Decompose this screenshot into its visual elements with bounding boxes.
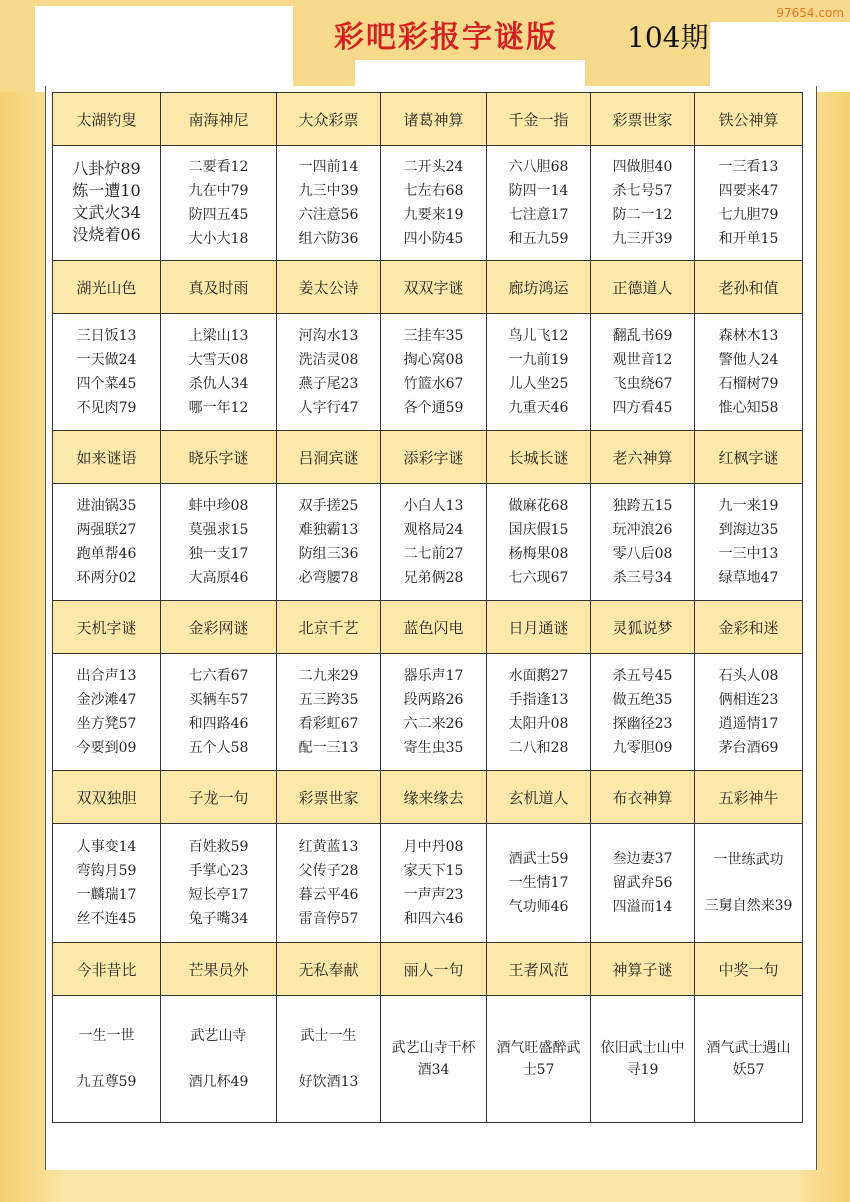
prediction-line: 组六防36 [298,231,359,247]
prediction-cell [695,996,803,1123]
prediction-line: 兔子嘴34 [188,911,249,927]
prediction-line: 杨梅果08 [508,546,569,562]
column-header: 彩票世家 [591,93,695,146]
header-blank-area [35,6,293,92]
prediction-line: 没烧着06 [72,225,141,244]
prediction-line: 六注意56 [298,207,359,223]
column-header: 彩票世家 [277,771,381,824]
header-row [53,93,803,146]
prediction-line: 做麻花68 [508,498,569,514]
header-row [53,261,803,314]
prediction-line: 雷音停57 [298,911,359,927]
prediction-line: 今要到09 [76,740,137,756]
prediction-line: 人事变14 [76,839,137,855]
column-header: 真及时雨 [161,261,277,314]
prediction-cell [381,314,487,431]
prediction-cell [695,824,803,943]
prediction-line: 一四前14 [298,159,359,175]
prediction-line: 难独霸13 [298,522,359,538]
prediction-line: 一世练武功 [713,852,784,868]
column-header: 诸葛神算 [381,93,487,146]
prediction-line: 四个菜45 [76,376,137,392]
prediction-line: 月中丹08 [403,839,464,855]
prediction-line: 和五九59 [508,231,569,247]
prediction-line: 武士一生 [300,1028,357,1044]
column-header: 老六神算 [591,431,695,484]
prediction-line: 四溢而14 [612,899,673,915]
prediction-line: 出合声13 [76,668,137,684]
prediction-line: 酒武士59 [508,851,569,867]
column-header: 长城长谜 [487,431,591,484]
prediction-line: 防二一12 [612,207,673,223]
prediction-line: 观世音12 [612,352,673,368]
prediction-line: 二开头24 [403,159,464,175]
header-row [53,601,803,654]
prediction-line: 六八胆68 [508,159,569,175]
prediction-cell [695,654,803,771]
prediction-line: 好饮酒13 [298,1074,359,1090]
prediction-line: 二九来29 [298,668,359,684]
column-header: 缘来缘去 [381,771,487,824]
prediction-line: 独跨五15 [612,498,673,514]
prediction-line: 一生情17 [508,875,569,891]
column-header: 五彩神牛 [695,771,803,824]
prediction-line: 石头人08 [718,668,779,684]
prediction-line: 观格局24 [403,522,464,538]
prediction-cell [161,146,277,261]
prediction-line: 坐方凳57 [76,716,137,732]
column-header: 双双独胆 [53,771,161,824]
prediction-line: 四做胆40 [612,159,673,175]
prediction-sentence: 酒气旺盛醉武士57 [496,1039,581,1078]
header-row [53,771,803,824]
prediction-line: 一三看13 [718,159,779,175]
prediction-line: 九零胆09 [612,740,673,756]
prediction-line: 一天做24 [76,352,137,368]
prediction-cell [487,146,591,261]
prediction-line: 七九胆79 [718,207,779,223]
data-row [53,824,803,943]
line-gap [277,1048,380,1070]
puzzle-table [52,92,803,1123]
prediction-line: 三舅自然来39 [704,898,793,914]
prediction-line: 短长亭17 [188,887,249,903]
prediction-cell [695,146,803,261]
column-header: 双双字谜 [381,261,487,314]
line-gap [695,872,802,894]
column-header: 子龙一句 [161,771,277,824]
prediction-cell [53,824,161,943]
column-header: 姜太公诗 [277,261,381,314]
prediction-line: 留武弁56 [612,875,673,891]
prediction-line: 水面鹅27 [508,668,569,684]
prediction-cell [591,654,695,771]
prediction-line: 手指逢13 [508,692,569,708]
prediction-line: 惟心知58 [718,400,779,416]
prediction-cell [161,484,277,601]
header-blank-corner [710,22,850,92]
prediction-line: 逍遥情17 [718,716,779,732]
column-header: 晓乐字谜 [161,431,277,484]
prediction-line: 环两分02 [76,570,137,586]
prediction-cell [161,654,277,771]
prediction-line: 九要来19 [403,207,464,223]
prediction-line: 和四路46 [188,716,249,732]
prediction-cell [53,996,161,1123]
prediction-line: 三挂车35 [403,328,464,344]
prediction-cell [277,654,381,771]
prediction-line: 防四五45 [188,207,249,223]
prediction-line: 杀三号34 [612,570,673,586]
prediction-line: 红黄蓝13 [298,839,359,855]
prediction-line: 文武火34 [72,203,141,222]
prediction-line: 燕子尾23 [298,376,359,392]
prediction-cell [277,146,381,261]
column-header: 蓝色闪电 [381,601,487,654]
prediction-line: 四要来47 [718,183,779,199]
column-header: 廊坊鸿运 [487,261,591,314]
prediction-line: 武艺山寺 [190,1028,247,1044]
prediction-cell [277,996,381,1123]
prediction-line: 一三中13 [718,546,779,562]
column-header: 千金一指 [487,93,591,146]
prediction-line: 上梁山13 [188,328,249,344]
column-header: 今非昔比 [53,943,161,996]
prediction-cell [695,484,803,601]
column-header: 湖光山色 [53,261,161,314]
prediction-line: 两强联27 [76,522,137,538]
prediction-line: 一声声23 [403,887,464,903]
prediction-line: 六二来26 [403,716,464,732]
column-header: 铁公神算 [695,93,803,146]
prediction-cell [591,146,695,261]
prediction-line: 茅台酒69 [718,740,779,756]
prediction-cell [381,996,487,1123]
prediction-cell [161,824,277,943]
data-row [53,996,803,1123]
prediction-line: 器乐声17 [403,668,464,684]
prediction-line: 杀五号45 [612,668,673,684]
prediction-line: 七六看67 [188,668,249,684]
prediction-sentence: 武艺山寺干杯酒34 [391,1039,476,1078]
column-header: 太湖钓叟 [53,93,161,146]
prediction-line: 大小大18 [188,231,249,247]
prediction-line: 绿草地47 [718,570,779,586]
prediction-line: 飞虫绕67 [612,376,673,392]
prediction-line: 寄生虫35 [403,740,464,756]
column-header: 正德道人 [591,261,695,314]
prediction-line: 必弯腰78 [298,570,359,586]
prediction-line: 蚌中珍08 [188,498,249,514]
prediction-line: 做五绝35 [612,692,673,708]
prediction-line: 配一三13 [298,740,359,756]
column-header: 玄机道人 [487,771,591,824]
prediction-line: 石榴树79 [718,376,779,392]
prediction-line: 翻乱书69 [612,328,673,344]
prediction-cell [591,484,695,601]
prediction-cell [381,146,487,261]
prediction-line: 父传子28 [298,863,359,879]
prediction-line: 河沟水13 [298,328,359,344]
prediction-cell [381,654,487,771]
column-header: 老孙和值 [695,261,803,314]
prediction-line: 太阳升08 [508,716,569,732]
column-header: 南海神尼 [161,93,277,146]
prediction-line: 探幽径23 [612,716,673,732]
column-header: 金彩和迷 [695,601,803,654]
prediction-line: 杀七号57 [612,183,673,199]
prediction-line: 大雪天08 [188,352,249,368]
prediction-line: 一九前19 [508,352,569,368]
prediction-cell [381,484,487,601]
prediction-cell [161,314,277,431]
line-gap [161,1048,276,1070]
prediction-line: 莫强求15 [188,522,249,538]
prediction-line: 哪一年12 [188,400,249,416]
prediction-block [72,158,140,246]
prediction-line: 掏心窝08 [403,352,464,368]
prediction-line: 五三跨35 [298,692,359,708]
column-header: 天机字谜 [53,601,161,654]
line-gap [53,1048,160,1070]
prediction-line: 防四一14 [508,183,569,199]
prediction-line: 洗洁灵08 [298,352,359,368]
prediction-line: 丝不连45 [76,911,137,927]
prediction-cell [487,824,591,943]
prediction-cell [487,996,591,1123]
prediction-line: 二要看12 [188,159,249,175]
prediction-line: 七左右68 [403,183,464,199]
prediction-cell [277,484,381,601]
prediction-line: 双手搓25 [298,498,359,514]
prediction-line: 鸟儿飞12 [508,328,569,344]
data-row [53,654,803,771]
prediction-line: 七注意17 [508,207,569,223]
prediction-line: 森林木13 [718,328,779,344]
prediction-line: 防组三36 [298,546,359,562]
prediction-line: 兄弟俩28 [403,570,464,586]
prediction-line: 俩相连23 [718,692,779,708]
prediction-line: 二七前27 [403,546,464,562]
prediction-line: 叁边妻37 [612,851,673,867]
header-row [53,431,803,484]
prediction-line: 看彩虹67 [298,716,359,732]
column-header: 金彩网谜 [161,601,277,654]
prediction-line: 到海边35 [718,522,779,538]
data-row [53,314,803,431]
prediction-cell [487,654,591,771]
prediction-cell [695,314,803,431]
column-header: 王者风范 [487,943,591,996]
column-header: 如来谜语 [53,431,161,484]
prediction-cell [53,314,161,431]
prediction-line: 金沙滩47 [76,692,137,708]
column-header: 添彩字谜 [381,431,487,484]
prediction-line: 零八后08 [612,546,673,562]
prediction-line: 弯钩月59 [76,863,137,879]
issue-number: 104期 [627,21,709,54]
column-header: 日月通谜 [487,601,591,654]
prediction-line: 独一支17 [188,546,249,562]
column-header: 大众彩票 [277,93,381,146]
prediction-line: 杀仇人34 [188,376,249,392]
prediction-cell [161,996,277,1123]
prediction-line: 手掌心23 [188,863,249,879]
prediction-sentence: 依旧武士山中寻19 [600,1039,685,1078]
prediction-line: 九一来19 [718,498,779,514]
prediction-line: 段两路26 [403,692,464,708]
column-header: 布衣神算 [591,771,695,824]
prediction-line: 人字行47 [298,400,359,416]
prediction-line: 气功师46 [508,899,569,915]
prediction-cell [591,996,695,1123]
prediction-line: 九在中79 [188,183,249,199]
column-header: 丽人一句 [381,943,487,996]
prediction-line: 三日饭13 [76,328,137,344]
site-watermark: 97654.com [776,6,844,20]
data-row [53,484,803,601]
prediction-line: 国庆假15 [508,522,569,538]
prediction-line: 小白人13 [403,498,464,514]
column-header: 无私奉献 [277,943,381,996]
prediction-line: 各个通59 [403,400,464,416]
prediction-cell [487,314,591,431]
prediction-line: 九三中39 [298,183,359,199]
prediction-cell [53,654,161,771]
prediction-line: 四方看45 [612,400,673,416]
prediction-line: 九三开39 [612,231,673,247]
prediction-line: 百姓救59 [188,839,249,855]
prediction-line: 买辆车57 [188,692,249,708]
prediction-line: 炼一遭10 [72,181,141,200]
prediction-line: 九重天46 [508,400,569,416]
prediction-cell [487,484,591,601]
prediction-line: 八卦炉89 [72,159,141,178]
prediction-line: 玩冲浪26 [612,522,673,538]
prediction-line: 竹篮水67 [403,376,464,392]
prediction-line: 警他人24 [718,352,779,368]
prediction-line: 九五尊59 [76,1074,137,1090]
prediction-cell [53,484,161,601]
prediction-line: 家天下15 [403,863,464,879]
prediction-line: 四小防45 [403,231,464,247]
prediction-cell [381,824,487,943]
prediction-line: 二八和28 [508,740,569,756]
prediction-line: 儿人坐25 [508,376,569,392]
prediction-cell [591,824,695,943]
data-row [53,146,803,261]
prediction-cell [277,824,381,943]
prediction-line: 暮云平46 [298,887,359,903]
prediction-cell [277,314,381,431]
page-title: 彩吧彩报字谜版 [334,20,558,55]
column-header: 吕洞宾谜 [277,431,381,484]
column-header: 中奖一句 [695,943,803,996]
prediction-line: 不见肉79 [76,400,137,416]
prediction-sentence: 酒气武士遇山妖57 [706,1039,791,1078]
prediction-line: 一麟瑞17 [76,887,137,903]
prediction-line: 大高原46 [188,570,249,586]
prediction-cell [591,314,695,431]
prediction-line: 一生一世 [78,1028,135,1044]
column-header: 神算子谜 [591,943,695,996]
header-row [53,943,803,996]
column-header: 芒果员外 [161,943,277,996]
column-header: 红枫字谜 [695,431,803,484]
prediction-line: 和开单15 [718,231,779,247]
prediction-line: 跑单帮46 [76,546,137,562]
column-header: 北京千艺 [277,601,381,654]
column-header: 灵狐说梦 [591,601,695,654]
prediction-line: 和四六46 [403,911,464,927]
prediction-line: 酒几杯49 [188,1074,249,1090]
prediction-line: 七六现67 [508,570,569,586]
prediction-line: 进油锅35 [76,498,137,514]
prediction-line: 五个人58 [188,740,249,756]
prediction-cell [53,146,161,261]
